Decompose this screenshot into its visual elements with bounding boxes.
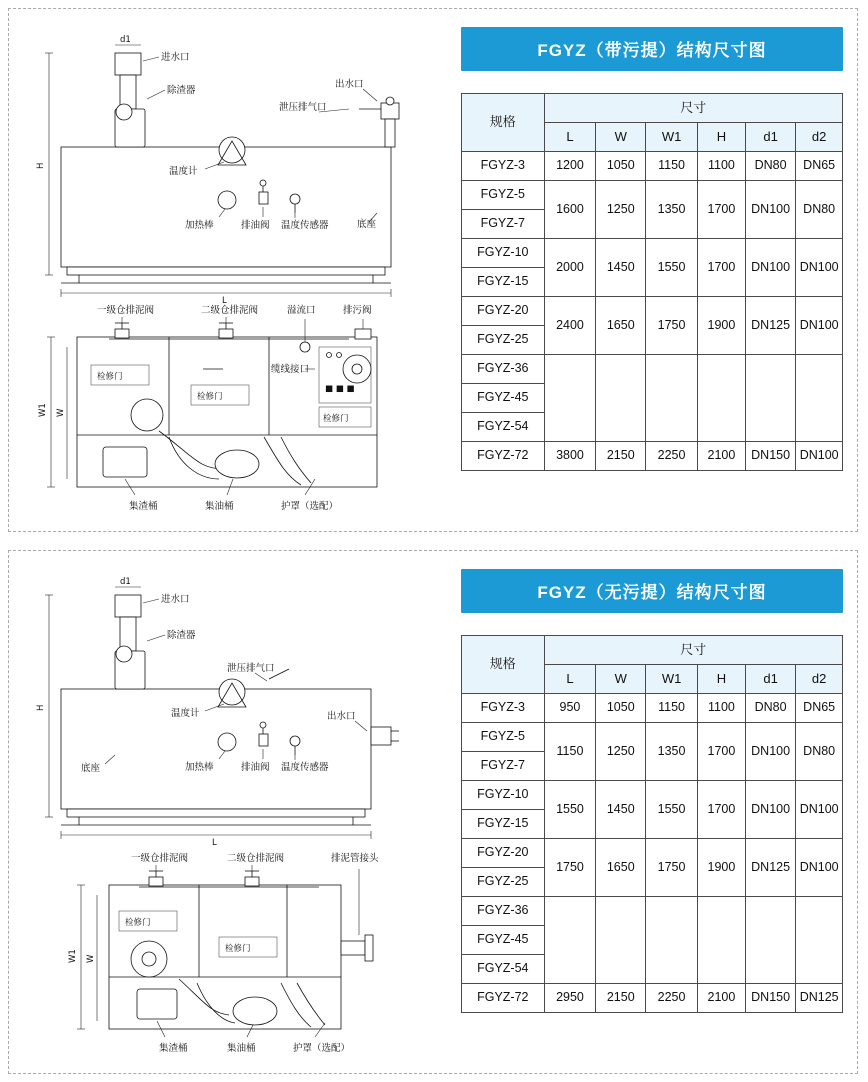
label-cover: 护罩（选配） — [281, 501, 339, 512]
label-temp-sensor: 温度传感器 — [281, 220, 329, 231]
svg-text:W1: W1 — [68, 949, 78, 963]
label-deslagger: 除渣器 — [167, 85, 196, 96]
svg-text:W1: W1 — [38, 403, 48, 417]
table-header-h: H — [697, 123, 745, 152]
right-column-bottom — [461, 569, 843, 1013]
table-row: FGYZ-10 2000 1450 1550 1700 DN100 DN100 — [462, 239, 843, 268]
label-cover: 护罩（选配） — [293, 1043, 351, 1054]
table-row: FGYZ-5 1600 1250 1350 1700 DN100 DN80 — [462, 181, 843, 210]
label-slag-bucket: 集渣桶 — [129, 501, 158, 512]
table-row: FGYZ-20 1750 1650 1750 1900 DN125 DN100 — [462, 839, 843, 868]
label-inlet: 进水口 — [161, 52, 190, 63]
table-row: FGYZ-7 — [462, 210, 843, 239]
table-row: FGYZ-15 — [462, 268, 843, 297]
label-secondary-mud-valve: 二级仓排泥阀 — [201, 305, 259, 316]
label-base: 底座 — [81, 763, 101, 774]
table-header-l: L — [544, 123, 596, 152]
table-row: FGYZ-7 — [462, 752, 843, 781]
table-header-d1: d1 — [745, 665, 795, 694]
table-row: FGYZ-25 — [462, 868, 843, 897]
label-outlet: 出水口 — [327, 711, 356, 722]
label-drain-valve: 排污阀 — [343, 305, 372, 316]
table-header-h: H — [697, 665, 745, 694]
table-header-group: 尺寸 — [544, 94, 842, 123]
svg-text:H: H — [36, 704, 46, 711]
table-row: FGYZ-20 2400 1650 1750 1900 DN125 DN100 — [462, 297, 843, 326]
label-vent: 泄压排气口 — [279, 102, 327, 113]
label-slag-bucket: 集渣桶 — [159, 1043, 188, 1054]
svg-text:W: W — [56, 408, 66, 417]
label-oil-bucket: 集油桶 — [227, 1043, 256, 1054]
table-header-group: 尺寸 — [544, 636, 842, 665]
label-thermometer: 温度计 — [169, 166, 198, 177]
label-primary-mud-valve: 一级仓排泥阀 — [131, 853, 189, 864]
table-header-d2: d2 — [796, 665, 843, 694]
table-header-w: W — [596, 123, 646, 152]
label-inlet: 进水口 — [161, 594, 190, 605]
label-heater-rod: 加热棒 — [185, 762, 214, 773]
table-row: FGYZ-3 1200 1050 1150 1100 DN80 DN65 — [462, 152, 843, 181]
label-thermometer: 温度计 — [171, 708, 200, 719]
table-header-d1: d1 — [745, 123, 795, 152]
table-row: FGYZ-72 2950 2150 2250 2100 DN150 DN125 — [462, 984, 843, 1013]
table-row: FGYZ-36 — [462, 897, 843, 926]
table-header-d2: d2 — [796, 123, 843, 152]
table-header-w1: W1 — [646, 665, 698, 694]
label-heater-rod: 加热棒 — [185, 220, 214, 231]
table-row: FGYZ-10 1550 1450 1550 1700 DN100 DN100 — [462, 781, 843, 810]
label-primary-mud-valve: 一级仓排泥阀 — [97, 305, 155, 316]
label-access-door-2: 检修门 — [197, 392, 223, 402]
spec-table-without-sewage-lift — [461, 635, 843, 1013]
table-row: FGYZ-15 — [462, 810, 843, 839]
label-secondary-mud-valve: 二级仓排泥阀 — [227, 853, 285, 864]
table-row: FGYZ-5 1150 1250 1350 1700 DN100 DN80 — [462, 723, 843, 752]
svg-text:■ ■ ■: ■ ■ ■ — [325, 384, 355, 394]
label-access-door-2: 检修门 — [225, 944, 251, 954]
label-base: 底座 — [357, 219, 377, 230]
table-header-w1: W1 — [646, 123, 698, 152]
label-deslagger: 除渣器 — [167, 630, 196, 641]
table-row: FGYZ-45 — [462, 926, 843, 955]
label-oil-bucket: 集油桶 — [205, 501, 234, 512]
title-without-sewage-lift: FGYZ（无污提）结构尺寸图 — [461, 569, 843, 613]
panel-with-sewage-lift — [8, 8, 858, 532]
label-access-door-3: 检修门 — [323, 414, 349, 424]
table-row: FGYZ-72 3800 2150 2250 2100 DN150 DN100 — [462, 442, 843, 471]
label-oil-drain-valve: 排油阀 — [241, 220, 270, 231]
label-overflow-port: 溢流口 — [287, 305, 316, 316]
label-vent: 泄压排气口 — [227, 663, 275, 674]
label-oil-drain-valve: 排油阀 — [241, 762, 270, 773]
label-cable-port: 缆线接口 — [271, 364, 310, 375]
svg-text:d1: d1 — [120, 35, 131, 45]
svg-text:d1: d1 — [120, 577, 131, 587]
spec-table-with-sewage-lift — [461, 93, 843, 471]
table-row: FGYZ-25 — [462, 326, 843, 355]
label-temp-sensor: 温度传感器 — [281, 762, 329, 773]
svg-text:L: L — [212, 838, 217, 848]
table-header-spec: 规格 — [462, 636, 545, 694]
drawing-with-sewage-lift — [19, 17, 459, 525]
svg-text:H: H — [36, 162, 46, 169]
table-header-spec: 规格 — [462, 94, 545, 152]
label-outlet: 出水口 — [335, 79, 364, 90]
svg-text:W: W — [86, 954, 96, 963]
label-mud-pipe-joint: 排泥管接头 — [331, 853, 379, 864]
table-row: FGYZ-54 — [462, 413, 843, 442]
drawing-without-sewage-lift — [19, 559, 459, 1067]
table-row: FGYZ-36 — [462, 355, 843, 384]
table-row: FGYZ-3 950 1050 1150 1100 DN80 DN65 — [462, 694, 843, 723]
table-row: FGYZ-54 — [462, 955, 843, 984]
svg-text:L: L — [222, 296, 227, 306]
panel-without-sewage-lift — [8, 550, 858, 1074]
right-column-top — [461, 27, 843, 471]
title-with-sewage-lift: FGYZ（带污提）结构尺寸图 — [461, 27, 843, 71]
label-access-door-1: 检修门 — [97, 372, 123, 382]
table-header-w: W — [596, 665, 646, 694]
table-row: FGYZ-45 — [462, 384, 843, 413]
table-header-l: L — [544, 665, 596, 694]
label-access-door-1: 检修门 — [125, 918, 151, 928]
